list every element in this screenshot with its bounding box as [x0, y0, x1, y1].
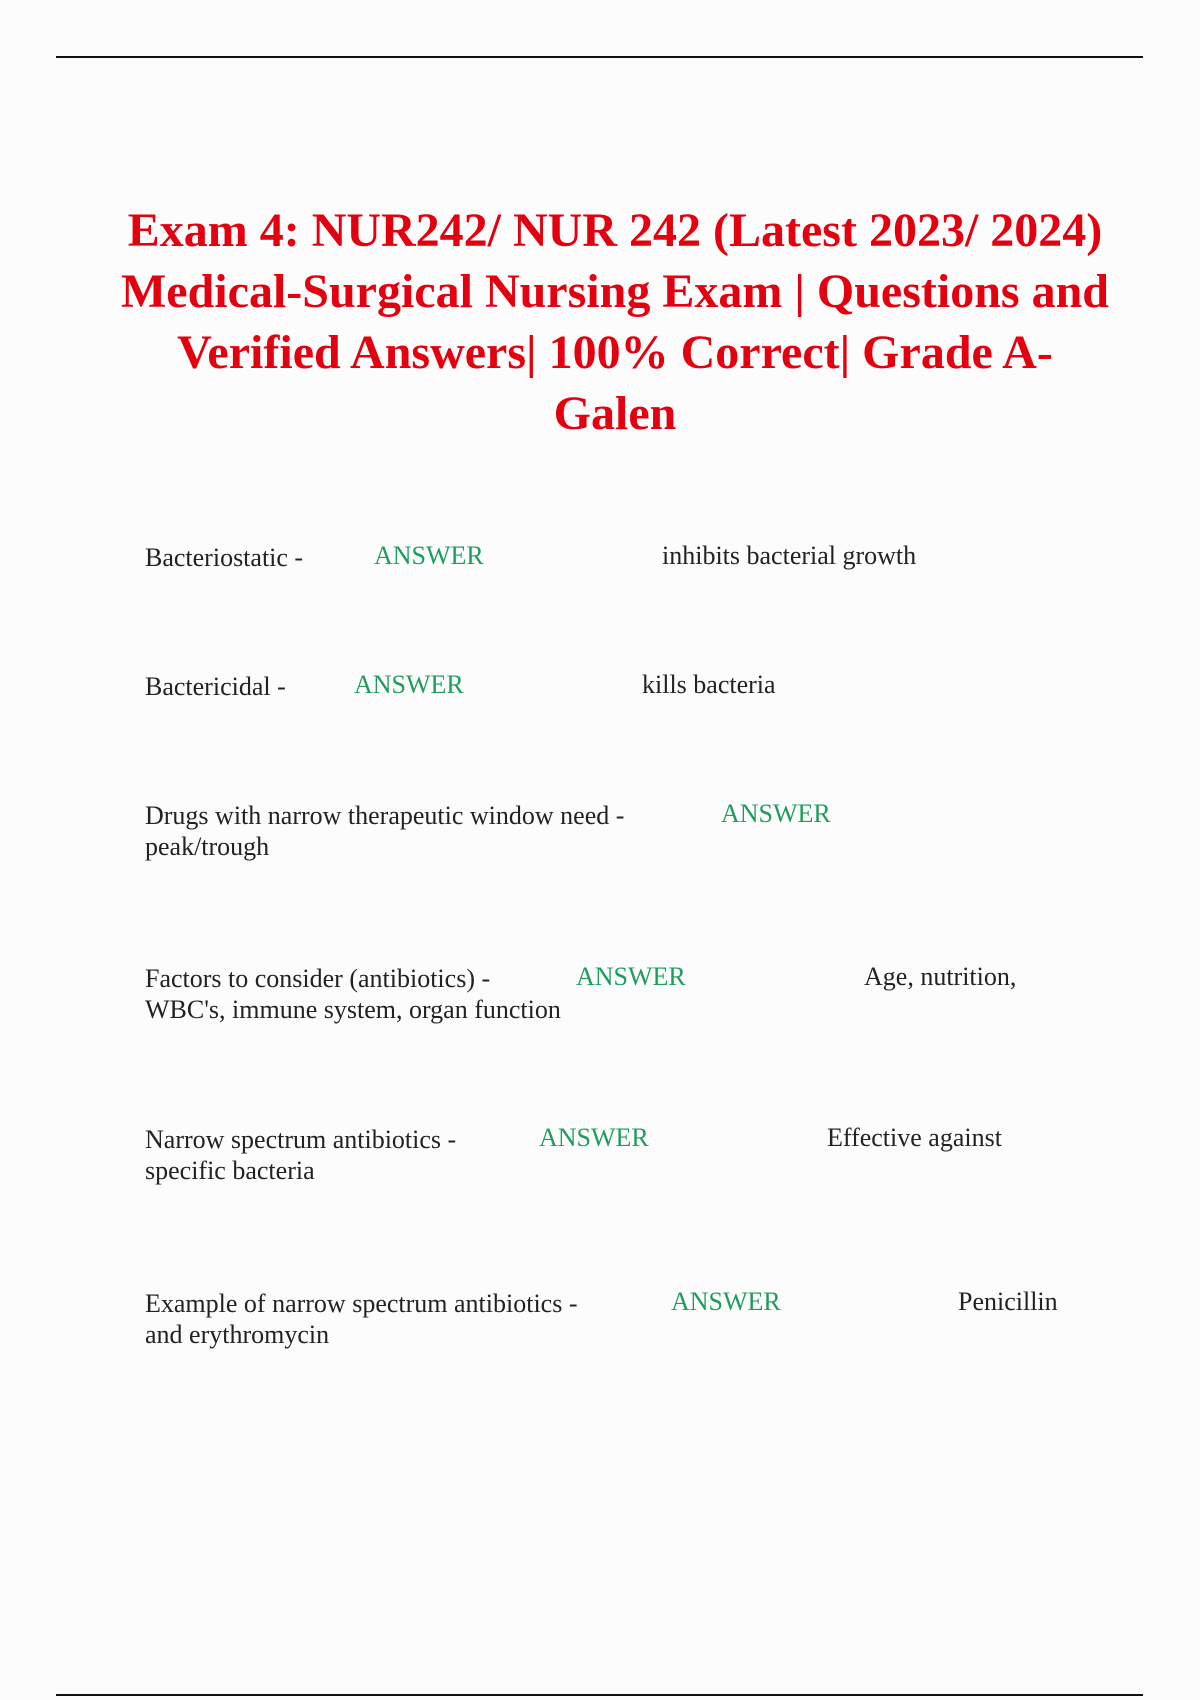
answer-continued: WBC's, immune system, organ function — [145, 995, 561, 1024]
bottom-rule — [56, 1694, 1143, 1696]
question: Drugs with narrow therapeutic window need - — [145, 801, 625, 830]
answer-continued: peak/trough — [145, 832, 270, 861]
answer-continued: specific bacteria — [145, 1156, 315, 1185]
top-rule — [56, 56, 1143, 58]
answer-label: ANSWER — [354, 670, 464, 699]
answer-label: ANSWER — [374, 541, 484, 570]
answer-label: ANSWER — [721, 799, 831, 828]
answer: kills bacteria — [642, 670, 776, 699]
question: Bactericidal - — [145, 672, 286, 701]
answer-continued: and erythromycin — [145, 1320, 330, 1349]
answer: Age, nutrition, — [864, 962, 1017, 991]
answer-label: ANSWER — [539, 1123, 649, 1152]
answer: Penicillin — [958, 1287, 1058, 1316]
question: Factors to consider (antibiotics) - — [145, 964, 491, 993]
document-title: Exam 4: NUR242/ NUR 242 (Latest 2023/ 2024) Medical-Surgical Nursing Exam | Questions and Verified Answers| 100% Correct| Grade A- Galen — [121, 204, 1109, 440]
question: Example of narrow spectrum antibiotics - — [145, 1289, 578, 1318]
question: Narrow spectrum antibiotics - — [145, 1125, 457, 1154]
answer-label: ANSWER — [576, 962, 686, 991]
answer: Effective against — [827, 1123, 1002, 1152]
answer: inhibits bacterial growth — [662, 541, 917, 570]
answer-label: ANSWER — [671, 1287, 781, 1316]
question: Bacteriostatic - — [145, 543, 304, 572]
